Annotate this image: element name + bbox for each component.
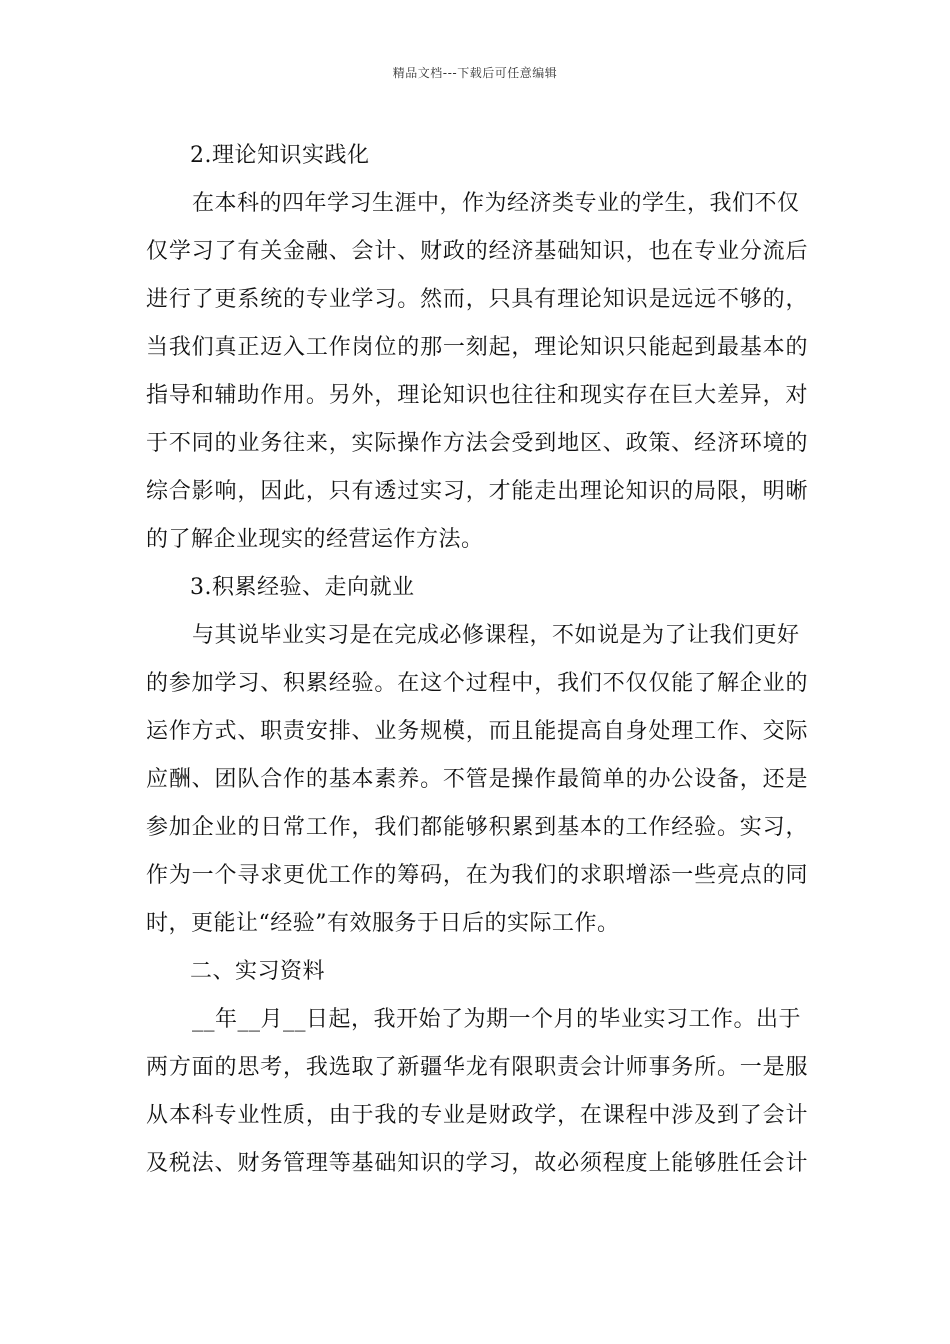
paragraph-line: 仅学习了有关金融、会计、财政的经济基础知识，也在专业分流后	[146, 239, 808, 264]
paragraph-line: 应酬、团队合作的基本素养。不管是操作最简单的办公设备，还是	[146, 767, 808, 792]
paragraph-line: 指导和辅助作用。另外，理论知识也往往和现实存在巨大差异，对	[146, 383, 808, 408]
paragraph-line: 运作方式、职责安排、业务规模，而且能提高自身处理工作、交际	[146, 719, 808, 744]
paragraph-line: 作为一个寻求更优工作的筹码，在为我们的求职增添一些亮点的同	[146, 863, 808, 888]
section-heading-2: 2.理论知识实践化	[190, 143, 370, 168]
page-header: 精品文档---下载后可任意编辑	[392, 66, 558, 80]
paragraph-line: 从本科专业性质，由于我的专业是财政学，在课程中涉及到了会计	[146, 1103, 808, 1128]
document-body	[146, 132, 808, 1188]
paragraph-line: 进行了更系统的专业学习。然而，只具有理论知识是远远不够的，	[146, 287, 808, 312]
section-heading-3: 3.积累经验、走向就业	[190, 575, 415, 600]
paragraph-line: __年__月__日起，我开始了为期一个月的毕业实习工作。出于	[192, 1007, 802, 1032]
paragraph-line: 两方面的思考，我选取了新疆华龙有限职责会计师事务所。一是服	[146, 1055, 808, 1080]
paragraph-line: 及税法、财务管理等基础知识的学习，故必须程度上能够胜任会计	[146, 1151, 808, 1176]
paragraph-line: 与其说毕业实习是在完成必修课程，不如说是为了让我们更好	[192, 623, 800, 648]
section-heading-internship-materials: 二、实习资料	[190, 959, 326, 984]
paragraph-line: 的了解企业现实的经营运作方法。	[146, 527, 484, 552]
paragraph-line: 于不同的业务往来，实际操作方法会受到地区、政策、经济环境的	[146, 431, 808, 456]
paragraph-line: 时，更能让“经验”有效服务于日后的实际工作。	[146, 911, 620, 936]
paragraph-line: 综合影响，因此，只有透过实习，才能走出理论知识的局限，明晰	[146, 479, 808, 504]
paragraph-line: 参加企业的日常工作，我们都能够积累到基本的工作经验。实习，	[146, 815, 808, 840]
paragraph-line: 的参加学习、积累经验。在这个过程中，我们不仅仅能了解企业的	[146, 671, 808, 696]
paragraph-line: 在本科的四年学习生涯中，作为经济类专业的学生，我们不仅	[192, 191, 800, 216]
paragraph-line: 当我们真正迈入工作岗位的那一刻起，理论知识只能起到最基本的	[146, 335, 808, 360]
